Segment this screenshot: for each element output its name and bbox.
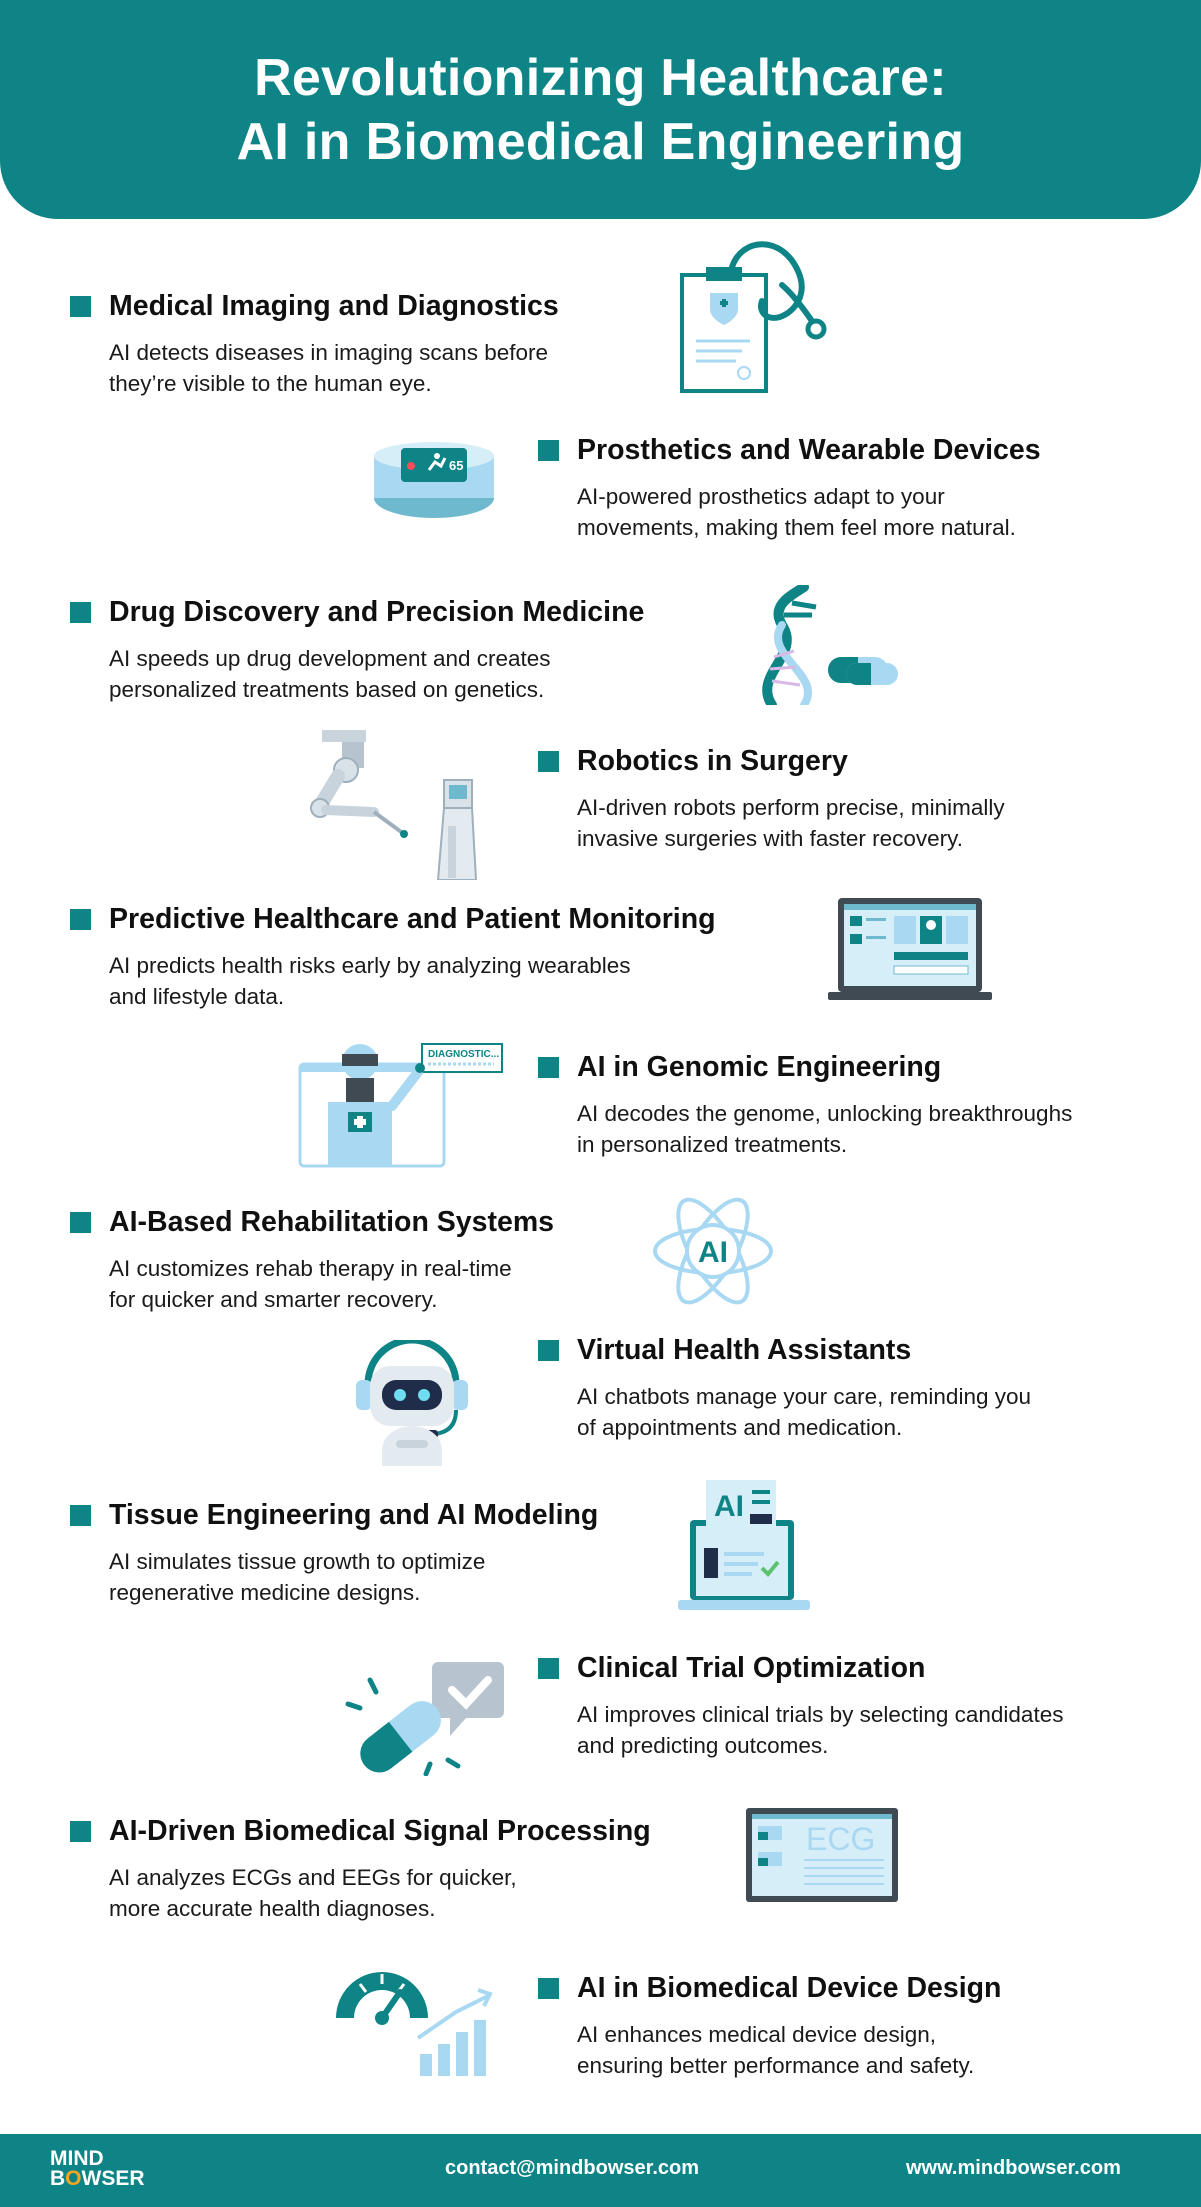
bullet-square [538,751,559,772]
section-title: AI-Driven Biomedical Signal Processing [109,1815,651,1847]
section-description: AI customizes rehab therapy in real-time for quicker and smarter recovery. [109,1256,512,1312]
ai-laptop-document-icon [676,1480,812,1616]
section-drug-discovery [70,596,644,705]
contact-email-link[interactable]: contact@mindbowser.com [445,2157,699,2179]
bullet-square [70,602,91,623]
ecg-monitor-icon [744,1806,900,1904]
section-title: Robotics in Surgery [577,745,848,777]
page-title-line-2: AI in Biomedical Engineering [236,112,965,171]
section-title: AI in Biomedical Device Design [577,1972,1002,2004]
section-description: AI chatbots manage your care, reminding you of appointments and medication. [577,1384,1031,1440]
page-footer [0,2134,1201,2207]
ai-atom-text: AI [698,1236,728,1269]
section-title: Drug Discovery and Precision Medicine [109,596,645,628]
section-rehabilitation [70,1206,554,1315]
page-header [0,0,1201,219]
ecg-text: ECG [806,1821,876,1857]
bullet-square [538,1340,559,1361]
section-title: Prosthetics and Wearable Devices [577,434,1041,466]
bullet-square [70,909,91,930]
bullet-square [538,1658,559,1679]
section-description: AI improves clinical trials by selecting candidates and predicting outcomes. [577,1702,1064,1758]
section-predictive-healthcare [70,903,716,1012]
section-description: AI analyzes ECGs and EEGs for quicker, more accurate health diagnoses. [109,1865,517,1921]
section-signal-processing [70,1815,651,1924]
ai-document-text: AI [714,1490,744,1523]
bullet-square [70,1821,91,1842]
section-description: AI enhances medical device design, ensuring better performance and safety. [577,2022,975,2078]
section-title: Predictive Healthcare and Patient Monitoring [109,903,716,935]
bullet-square [70,296,91,317]
pill-checkmark-icon [340,1660,506,1776]
section-description: AI-powered prosthetics adapt to your movements, making them feel more natural. [577,484,1016,540]
diagnostic-label-text: DIAGNOSTIC... [428,1049,500,1060]
section-tissue-engineering [70,1499,598,1608]
surgical-robot-icon [308,730,490,880]
ai-atom-icon [652,1190,774,1312]
section-description: AI predicts health risks early by analyzing wearables and lifestyle data. [109,953,631,1009]
bullet-square [70,1505,91,1526]
section-robotics-surgery [538,745,1005,854]
section-title: Virtual Health Assistants [577,1334,912,1366]
section-title: Tissue Engineering and AI Modeling [109,1499,599,1531]
bullet-square [538,440,559,461]
section-genomic-engineering [538,1051,1072,1160]
robot-diagnostic-icon [298,1042,504,1170]
section-description: AI decodes the genome, unlocking breakthroughs in personalized treatments. [577,1101,1073,1157]
chatbot-headset-icon [352,1340,472,1466]
section-title: AI in Genomic Engineering [577,1051,942,1083]
dna-capsule-icon [742,585,902,705]
clipboard-stethoscope-icon [670,237,830,397]
section-clinical-trials [538,1652,1063,1761]
section-description: AI speeds up drug development and creates personalized treatments based on genetics. [109,646,551,702]
band-reading-text: 65 [449,458,464,473]
section-prosthetics [538,434,1041,543]
bullet-square [70,1212,91,1233]
bullet-square [538,1057,559,1078]
laptop-dashboard-icon [828,896,992,1004]
section-title: AI-Based Rehabilitation Systems [109,1206,555,1238]
section-description: AI simulates tissue growth to optimize regenerative medicine designs. [109,1549,486,1605]
mindbowser-logo: MIND BOWSER [50,2147,145,2190]
section-medical-imaging [70,290,559,399]
section-description: AI detects diseases in imaging scans before they’re visible to the human eye. [109,340,548,396]
page-title-line-1: Revolutionizing Healthcare: [254,48,947,107]
gauge-growth-chart-icon [332,1966,496,2080]
section-title: Clinical Trial Optimization [577,1652,926,1684]
section-device-design [538,1972,1001,2081]
section-virtual-assistants [538,1334,1031,1443]
section-description: AI-driven robots perform precise, minimally invasive surgeries with faster recovery. [577,795,1005,851]
section-title: Medical Imaging and Diagnostics [109,290,559,322]
bullet-square [538,1978,559,1999]
website-link[interactable]: www.mindbowser.com [906,2157,1121,2179]
fitness-band-icon [371,440,497,524]
